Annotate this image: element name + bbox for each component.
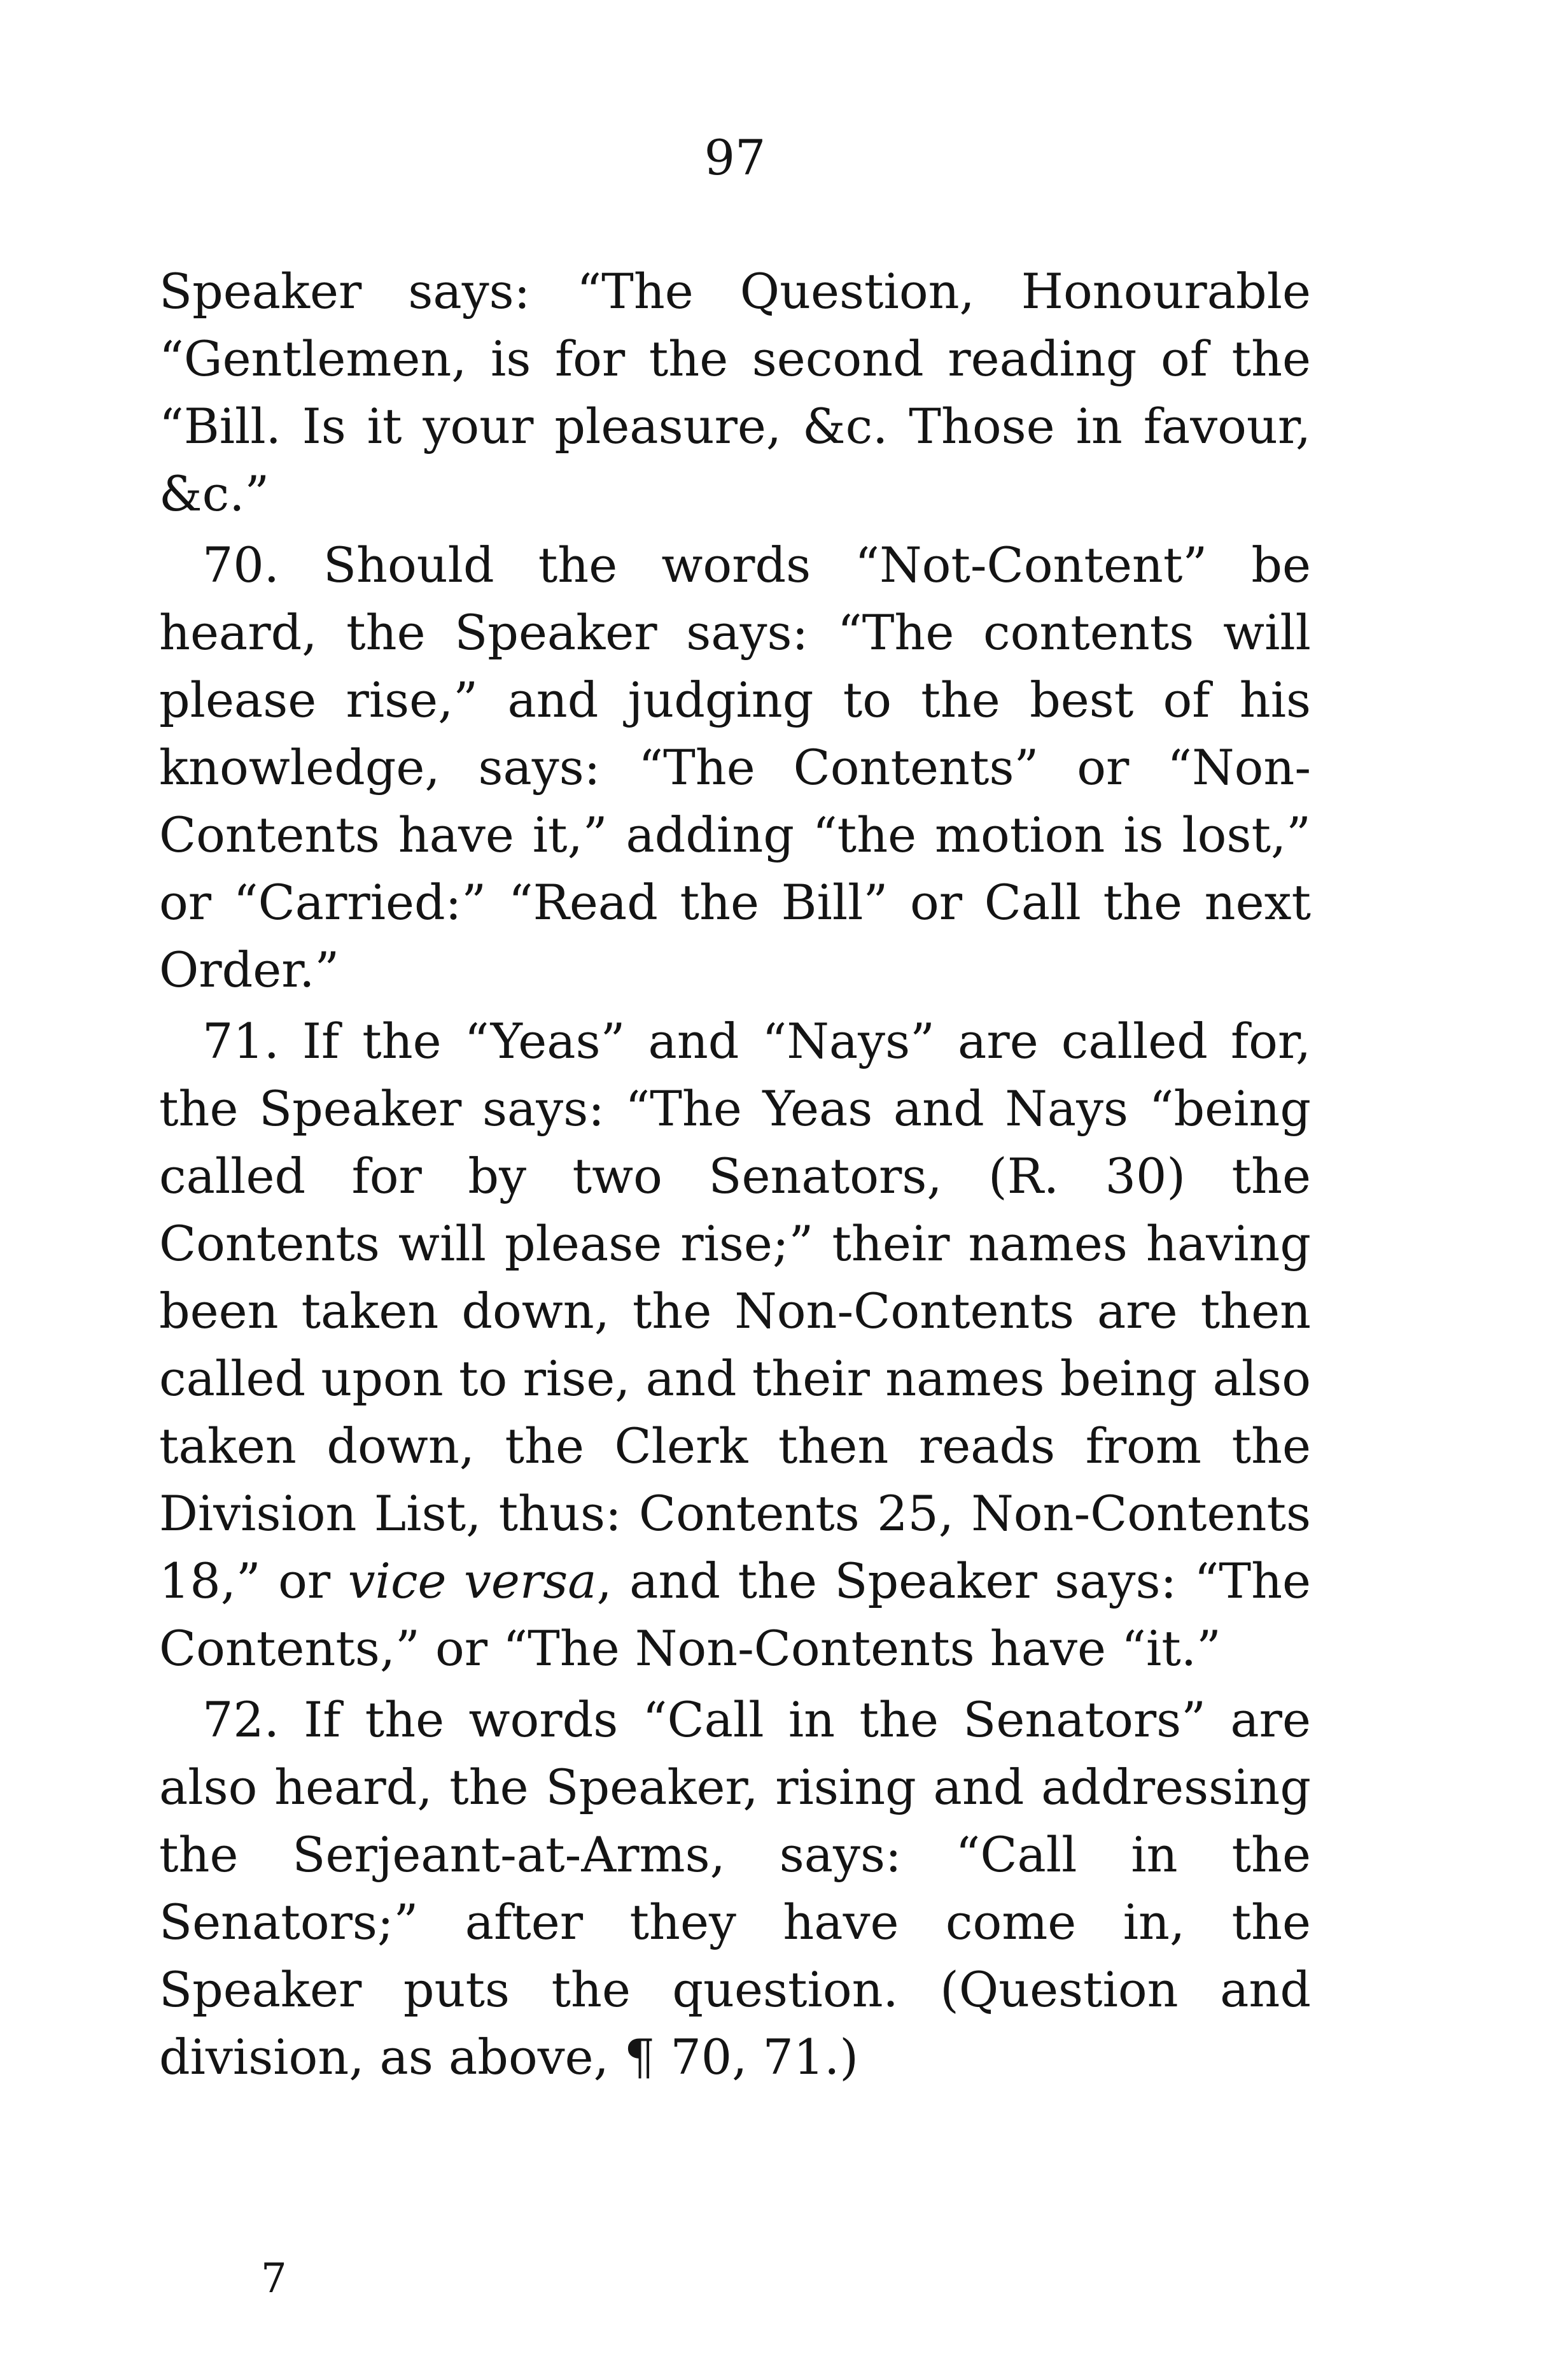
document-page [159, 0, 1311, 2380]
signature-mark: 7 [261, 2255, 287, 2302]
page-number: 97 [704, 129, 766, 186]
paragraph-71-italic: vice versa [347, 1553, 597, 1609]
paragraph-69-continued: Speaker says: “The Question, Honourable “Gentlemen, is for the second reading of the “Bill. Is it your pleasure, &c. Those in favour, &c.” [159, 263, 1311, 522]
paragraph-71-part-2: , and the Speaker says: “The Contents,” or “The Non-Contents have “it.” [159, 1553, 1311, 1677]
paragraph-70: 70. Should the words “Not-Content” be heard, the Speaker says: “The contents will please rise,” and judging to the best of his knowledge, says: “The Contents” or “Non-Contents have it,” adding “the motion is lost,” or “Carried:” “Read the Bill” or Call the next Order.” [159, 537, 1311, 998]
paragraph-71-part-1: 71. If the “Yeas” and “Nays” are called for, the Speaker says: “The Yeas and Nays “being called for by two Senators, (R. 30) the Contents will please rise;” their names having been taken down, the Non-Contents are then called upon to rise, and their names being also taken down, the Clerk then reads from the Division List, thus: Contents 25, Non-Contents 18,” or [159, 1013, 1311, 1609]
paragraph-72: 72. If the words “Call in the Senators” are also heard, the Speaker, rising and addressing the Serjeant-at-Arms, says: “Call in the Senators;” after they have come in, the Speaker puts the question. (Question and division, as above, ¶ 70, 71.) [159, 1691, 1311, 2085]
body-text [159, 258, 1311, 2091]
paragraph-71 [159, 1008, 1311, 1682]
